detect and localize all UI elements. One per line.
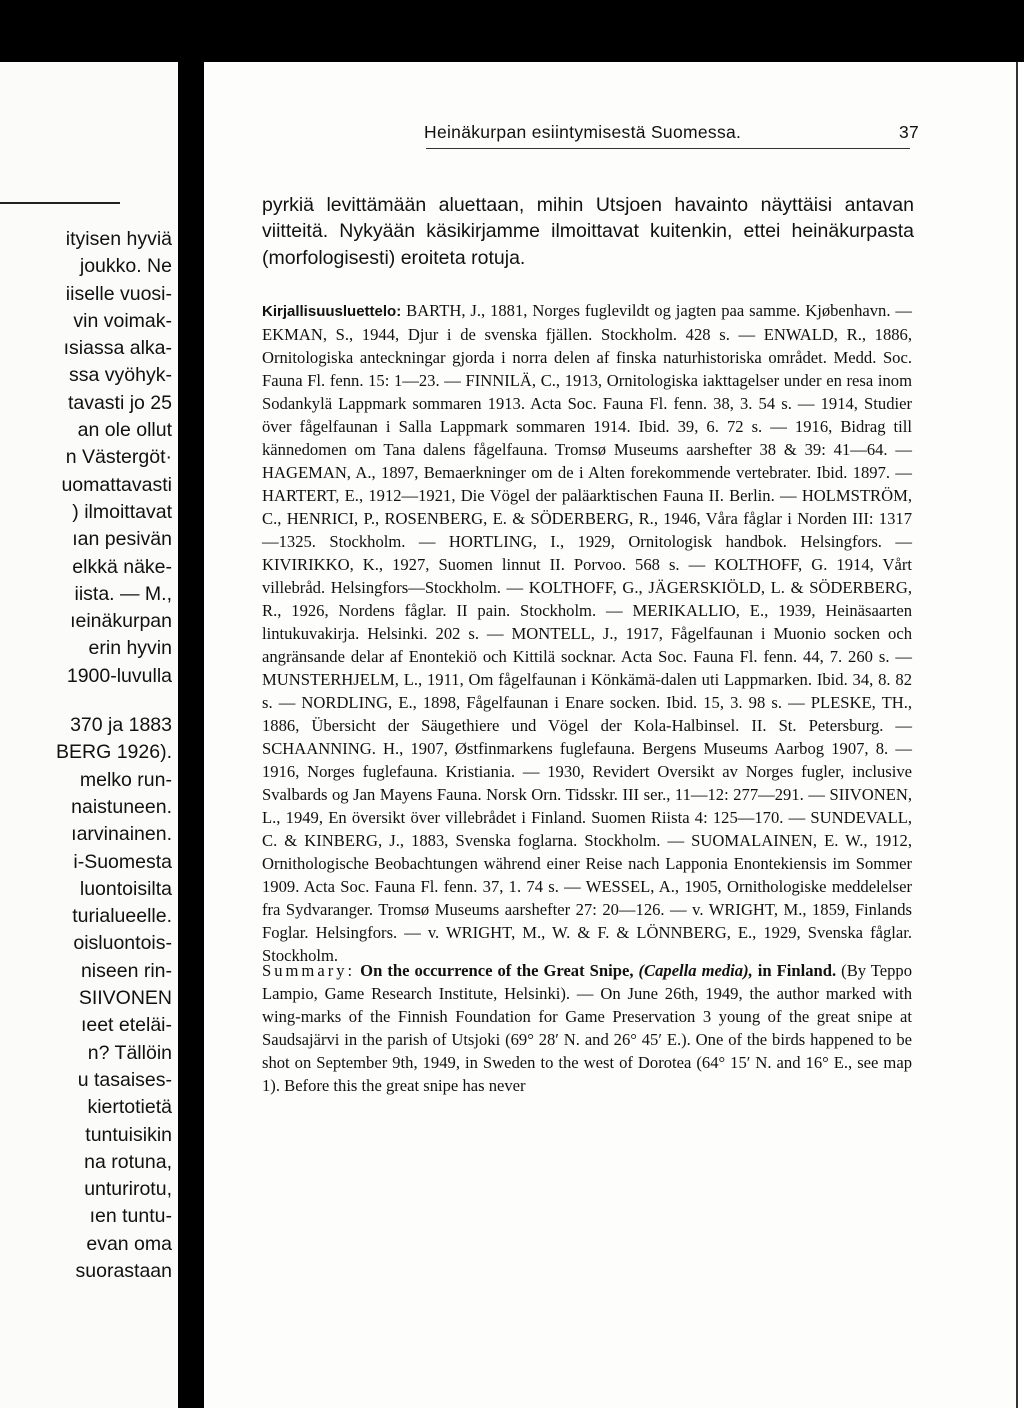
left-page-line: 1900-luvulla xyxy=(66,664,172,687)
bibliography xyxy=(262,299,912,967)
scan-edge xyxy=(1016,62,1024,1408)
page-gutter xyxy=(178,62,204,1408)
left-page-line: an ole ollut xyxy=(77,419,172,442)
left-page-line xyxy=(0,690,172,712)
left-page-line: uomattavasti xyxy=(61,473,172,496)
summary-title: On the occurrence of the Great Snipe, xyxy=(360,960,634,980)
left-page-rule xyxy=(0,202,120,204)
left-page-line: naistuneen. xyxy=(71,795,172,818)
header-title: Heinäkurpan esiintymisestä Suomessa. xyxy=(424,122,742,142)
left-page-line: suorastaan xyxy=(75,1259,172,1282)
left-page-line: tavasti jo 25 xyxy=(67,391,172,414)
right-page xyxy=(204,62,1016,1408)
left-page-line: iiselle vuosi- xyxy=(65,282,172,305)
left-page-line: ıeet eteläi- xyxy=(80,1014,172,1037)
left-page-line: n Västergöt· xyxy=(65,446,172,469)
left-page-line: iista. — M., xyxy=(74,582,172,605)
bibliography-heading: Kirjallisuusluettelo: xyxy=(262,302,402,320)
left-page-line: ıan pesivän xyxy=(72,528,172,551)
summary-title-end: in Finland. xyxy=(757,960,837,980)
summary-body: (By Teppo Lampio, Game Research Institute, Helsinki). — On June 26th, 1949, the author marked with wing-marks of the Finnish Foundation for Game Preservation 3 young of the great snipe at Saudsajärvi in the parish of Utsjoki (69° 28′ N. and 26° 45′ E.). One of the birds happened to be shot on September 9th, 1949, in Sweden to the west of Dorotea (64° 15′ N. and 16° E., see map 1). Before this the great snipe has never xyxy=(262,960,913,1095)
left-page-line: u tasaises- xyxy=(77,1068,172,1091)
left-page-line: ssa vyöhyk- xyxy=(69,364,172,387)
left-page-line: oisluontois- xyxy=(73,932,172,955)
left-page-line: kiertotietä xyxy=(87,1096,172,1119)
page-number: 37 xyxy=(899,122,920,142)
left-page-line: 370 ja 1883 xyxy=(70,714,172,737)
left-page-line: niseen rin- xyxy=(80,959,172,982)
left-page-line: joukko. Ne xyxy=(79,255,172,278)
left-page-line: tuntuisikin xyxy=(85,1123,172,1146)
left-page-line: ıeinäkurpan xyxy=(70,610,172,633)
left-page-line: evan oma xyxy=(86,1232,172,1255)
left-page-line: ityisen hyviä xyxy=(65,228,172,250)
left-page-line: ısiassa alka- xyxy=(63,337,172,360)
left-page-line: unturirotu, xyxy=(84,1178,172,1201)
left-page-line: ıarvinainen. xyxy=(71,823,172,846)
left-page-line: SIIVONEN xyxy=(78,987,172,1010)
intro-paragraph: pyrkiä levittämään aluettaan, mihin Utsjoen havainto näyttäisi antavan viitteitä. Nykyään käsikirjamme ilmoittavat kuitenkin, ettei heinäkurpasta (morfologisesti) eroiteta rotuja. xyxy=(262,193,914,269)
header-rule xyxy=(426,148,910,149)
summary-paragraph xyxy=(262,959,912,1097)
left-page-line: erin hyvin xyxy=(88,637,172,660)
left-page-line: melko run- xyxy=(79,768,172,791)
left-page-line: i-Suomesta xyxy=(73,850,172,873)
summary-title-italic: (Capella media), xyxy=(638,960,753,980)
left-page-line: elkkä näke- xyxy=(72,555,172,578)
summary-label: Summary: xyxy=(262,960,356,980)
left-page xyxy=(0,62,178,1408)
left-page-line: turialueelle. xyxy=(72,905,172,928)
left-page-text xyxy=(0,226,172,1285)
left-page-line: ) ilmoittavat xyxy=(72,500,172,523)
left-page-line: BERG 1926). xyxy=(56,741,172,764)
left-page-line: luontoisilta xyxy=(79,877,172,900)
left-page-line: n? Tällöin xyxy=(87,1041,172,1064)
bibliography-text: BARTH, J., 1881, Norges fuglevildt og jagten paa samme. Kjøbenhavn. — EKMAN, S., 1944, Djur i de svenska fjällen. Stockholm. 428 s. — ENWALD, R., 1886, Ornitologiska anteckningar gjorda i norra delen af finska naturhistoriska området. Medd. Soc. Fauna Fl. fenn. 15: 1—23. — FINNILÄ, C., 1913, Ornitologiska iakttagelser under en resa inom Sodankylä Lappmark sommaren 1913. Acta Soc. Fauna Fl. fenn. 38, 3. 54 s. — 1914, Studier över fågelfaunan i Salla Lappmark sommaren 1914. Ibid. 39, 6. 72 s. — 1916, Bidrag till kännedomen om Tana dalens fågelfauna. Tromsø Museums aarshefter 38 & 39: 41—64. — HAGEMAN, A., 1897, Bemaerkninger om de i Alten forekommende vertebrater. Ibid. 1897. — HARTERT, E., 1912—1921, Die Vögel der paläarktischen Fauna II. Berlin. — HOLMSTRÖM, C., HENRICI, P., ROSENBERG, E. & SÖDERBERG, R., 1946, Våra fåglar i Norden III: 1317—1325. Stockholm. — HORTLING, I., 1929, Ornitologisk handbok. Helsingfors. — KIVIRIKKO, K., 1927, Suomen linnut II. Porvoo. 568 s. — KOLTHOFF, G. 1914, Vårt villebråd. Helsingfors—Stockholm. — KOLTHOFF, G., JÄGERSKIÖLD, L. & SÖDERBERG, R., 1926, Nordens fåglar. II pain. Stockholm. — MERIKALLIO, E., 1939, Heinäsaarten lintukuvakirja. Helsinki. 202 s. — MONTELL, J., 1917, Fågelfaunan i Muonio socken och angränsande delar af Enontekiö och Kittilä socknar. Acta Soc. Fauna Fl. fenn. 44, 7. 260 s. — MUNSTERHJELM, L., 1911, Om fågelfaunan i Könkämä-dalen uti Lappmarken. Ibid. 34, 8. 82 s. — NORDLING, E., 1898, Fågelfaunan i Enare socken. Ibid. 15, 3. 98 s. — PLESKE, TH., 1886, Übersicht der Säugethiere und Vögel der Kola-Halbinsel. II. St. Petersburg. — SCHAANNING. H., 1907, Østfinmarkens fuglefauna. Bergens Museums Aarbog 1907, 8. — 1916, Norges fuglefauna. Kristiania. — 1930, Revidert Oversikt av Norges fugler, inclusive Svalbards og Jan Mayens Fauna. Norsk Orn. Tidsskr. III ser., 11—12: 277—291. — SIIVONEN, L., 1949, En översikt över villebrådet i Finland. Suomen Riista 4: 125—170. — SUNDEVALL, C. & KINBERG, J., 1883, Svenska foglarna. Stockholm. — SUOMALAINEN, E. W., 1912, Ornithologische Beobachtungen während einer Reise nach Lapponia Enontekiensis im Sommer 1909. Acta Soc. Fauna Fl. fenn. 37, 1. 74 s. — WESSEL, A., 1905, Ornithologiske meddelelser fra Sydvaranger. Tromsø Museums aarshefter 27: 20—126. — v. WRIGHT, M., 1859, Finlands Foglar. Helsingfors. — v. WRIGHT, M., W. & F. & LÖNNBERG, E., 1929, Svenska fåglar. Stockholm. xyxy=(262,300,912,965)
left-page-line: vin voimak- xyxy=(73,309,172,332)
left-page-line: ıen tuntu- xyxy=(89,1205,172,1228)
left-page-line: na rotuna, xyxy=(84,1150,172,1173)
